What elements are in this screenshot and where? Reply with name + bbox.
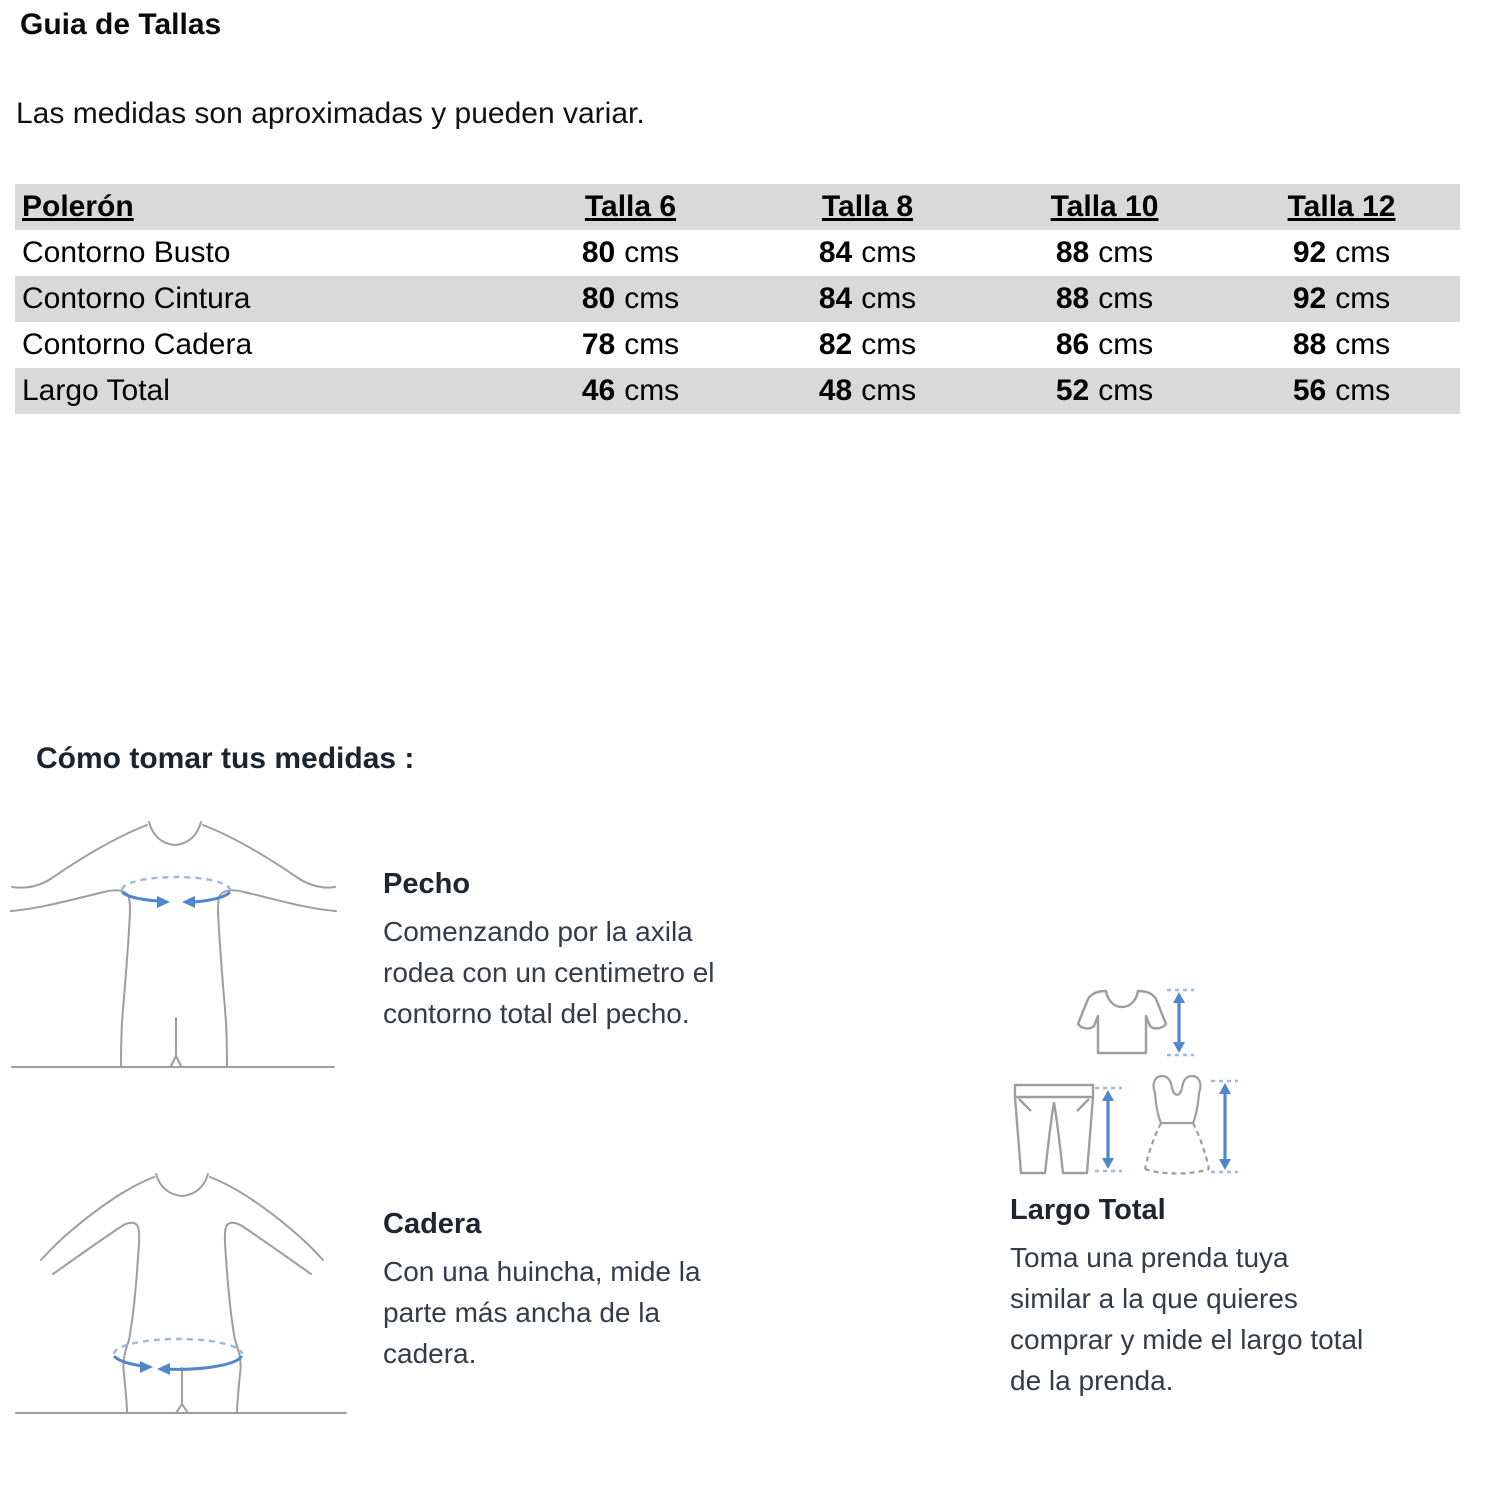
size-value: 80 cms xyxy=(581,282,680,315)
size-value: 78 cms xyxy=(581,328,680,361)
pants-icon xyxy=(1015,1085,1093,1173)
vertical-measure-arrow-icon xyxy=(1095,1088,1122,1171)
size-column-header: Talla 8 xyxy=(821,190,914,223)
section-text-line: contorno total del pecho. xyxy=(383,998,690,1029)
size-value: 48 cms xyxy=(818,374,917,407)
row-label: Contorno Busto xyxy=(22,236,231,269)
size-value: 82 cms xyxy=(818,328,917,361)
size-column-header: Talla 10 xyxy=(1050,190,1159,223)
dress-icon xyxy=(1145,1076,1209,1174)
table-header-row xyxy=(15,184,1460,230)
product-column-header: Polerón xyxy=(22,190,134,223)
section-title: Pecho xyxy=(383,868,471,900)
size-column-header: Talla 6 xyxy=(584,190,677,223)
size-value: 88 cms xyxy=(1055,282,1154,315)
chest-measure-arrows-icon xyxy=(122,877,230,908)
vertical-measure-arrow-icon xyxy=(1211,1081,1238,1172)
size-value: 52 cms xyxy=(1055,374,1154,407)
size-value: 86 cms xyxy=(1055,328,1154,361)
size-value: 84 cms xyxy=(818,282,917,315)
body-outline xyxy=(16,1174,346,1413)
size-value: 80 cms xyxy=(581,236,680,269)
body-outline xyxy=(11,822,336,1067)
section-text-line: Con una huincha, mide la xyxy=(383,1256,701,1287)
size-value: 88 cms xyxy=(1292,328,1391,361)
section-largo xyxy=(1010,1194,1363,1401)
garment-length-icons xyxy=(1005,978,1250,1183)
section-text-line: parte más ancha de la xyxy=(383,1297,661,1328)
hip-measure-arrows-icon xyxy=(114,1339,242,1375)
torso-chest-measure-figure xyxy=(8,790,338,1075)
section-text-line: Toma una prenda tuya xyxy=(1010,1242,1289,1273)
row-label: Contorno Cintura xyxy=(22,282,251,315)
size-column-header: Talla 12 xyxy=(1287,190,1396,223)
size-value: 84 cms xyxy=(818,236,917,269)
lower-body-hip-measure-figure xyxy=(10,1170,355,1422)
page-subtitle: Las medidas son aproximadas y pueden variar. xyxy=(16,97,645,130)
table-row xyxy=(15,368,1460,414)
table-row xyxy=(15,230,1460,276)
tshirt-icon xyxy=(1078,991,1166,1053)
page-title: Guia de Tallas xyxy=(20,8,222,41)
section-text-line: cadera. xyxy=(383,1338,477,1369)
section-text-line: comprar y mide el largo total xyxy=(1010,1324,1364,1355)
size-table xyxy=(15,184,1460,414)
size-value: 88 cms xyxy=(1055,236,1154,269)
row-label: Largo Total xyxy=(22,374,170,407)
section-text-line: de la prenda. xyxy=(1010,1365,1174,1396)
row-label: Contorno Cadera xyxy=(22,328,253,361)
section-title: Largo Total xyxy=(1010,1194,1166,1226)
section-text-line: rodea con un centimetro el xyxy=(383,957,715,988)
howto-heading: Cómo tomar tus medidas : xyxy=(36,742,415,775)
size-value: 92 cms xyxy=(1292,236,1391,269)
section-cadera xyxy=(383,1208,701,1374)
size-value: 92 cms xyxy=(1292,282,1391,315)
section-text-line: similar a la que quieres xyxy=(1010,1283,1298,1314)
section-text-line: Comenzando por la axila xyxy=(383,916,693,947)
vertical-measure-arrow-icon xyxy=(1167,990,1194,1055)
size-value: 56 cms xyxy=(1292,374,1391,407)
section-pecho xyxy=(383,868,715,1034)
table-row xyxy=(15,276,1460,322)
section-title: Cadera xyxy=(383,1208,482,1240)
table-row xyxy=(15,322,1460,368)
size-value: 46 cms xyxy=(581,374,680,407)
